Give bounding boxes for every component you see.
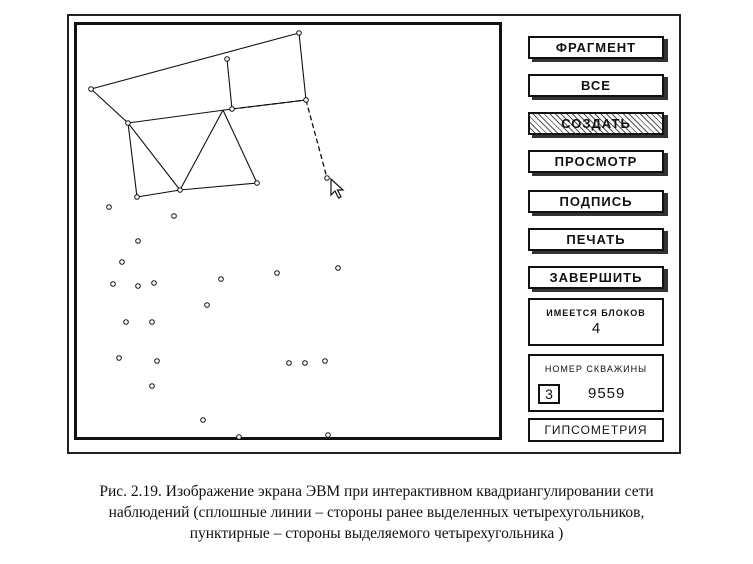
well-index-field[interactable]: 3 bbox=[538, 384, 560, 404]
well-label: НОМЕР СКВАЖИНЫ bbox=[544, 364, 648, 374]
figure-caption bbox=[0, 481, 753, 544]
caption-button[interactable]: ПОДПИСЬ bbox=[528, 190, 664, 213]
well-panel bbox=[528, 354, 664, 412]
gypsometry-button[interactable]: ГИПСОМЕТРИЯ bbox=[528, 418, 664, 442]
quadrilateral-edges bbox=[91, 33, 306, 197]
mouse-pointer-icon bbox=[331, 179, 343, 198]
fragment-button[interactable]: ФРАГМЕНТ bbox=[528, 36, 664, 59]
map-canvas[interactable] bbox=[74, 22, 502, 440]
well-id-value: 9559 bbox=[588, 385, 626, 402]
blocks-count: 4 bbox=[591, 320, 601, 337]
blocks-label: ИМЕЕТСЯ БЛОКОВ bbox=[546, 308, 646, 318]
create-button[interactable]: СОЗДАТЬ bbox=[528, 112, 664, 135]
network-plot bbox=[77, 25, 505, 443]
caption-line-1: Рис. 2.19. Изображение экрана ЭВМ при интерактивном квадриангулировании сети bbox=[99, 483, 654, 500]
print-button[interactable]: ПЕЧАТЬ bbox=[528, 228, 664, 251]
finish-button[interactable]: ЗАВЕРШИТЬ bbox=[528, 266, 664, 289]
caption-line-2: наблюдений (сплошные линии – стороны ранее выделенных четырехугольников, bbox=[108, 504, 645, 521]
view-button[interactable]: ПРОСМОТР bbox=[528, 150, 664, 173]
well-points bbox=[89, 31, 341, 440]
all-button[interactable]: ВСЕ bbox=[528, 74, 664, 97]
selected-edges bbox=[232, 100, 327, 178]
caption-line-3: пунктирные – стороны выделяемого четырехугольника ) bbox=[189, 525, 564, 542]
blocks-count-panel bbox=[528, 298, 664, 346]
